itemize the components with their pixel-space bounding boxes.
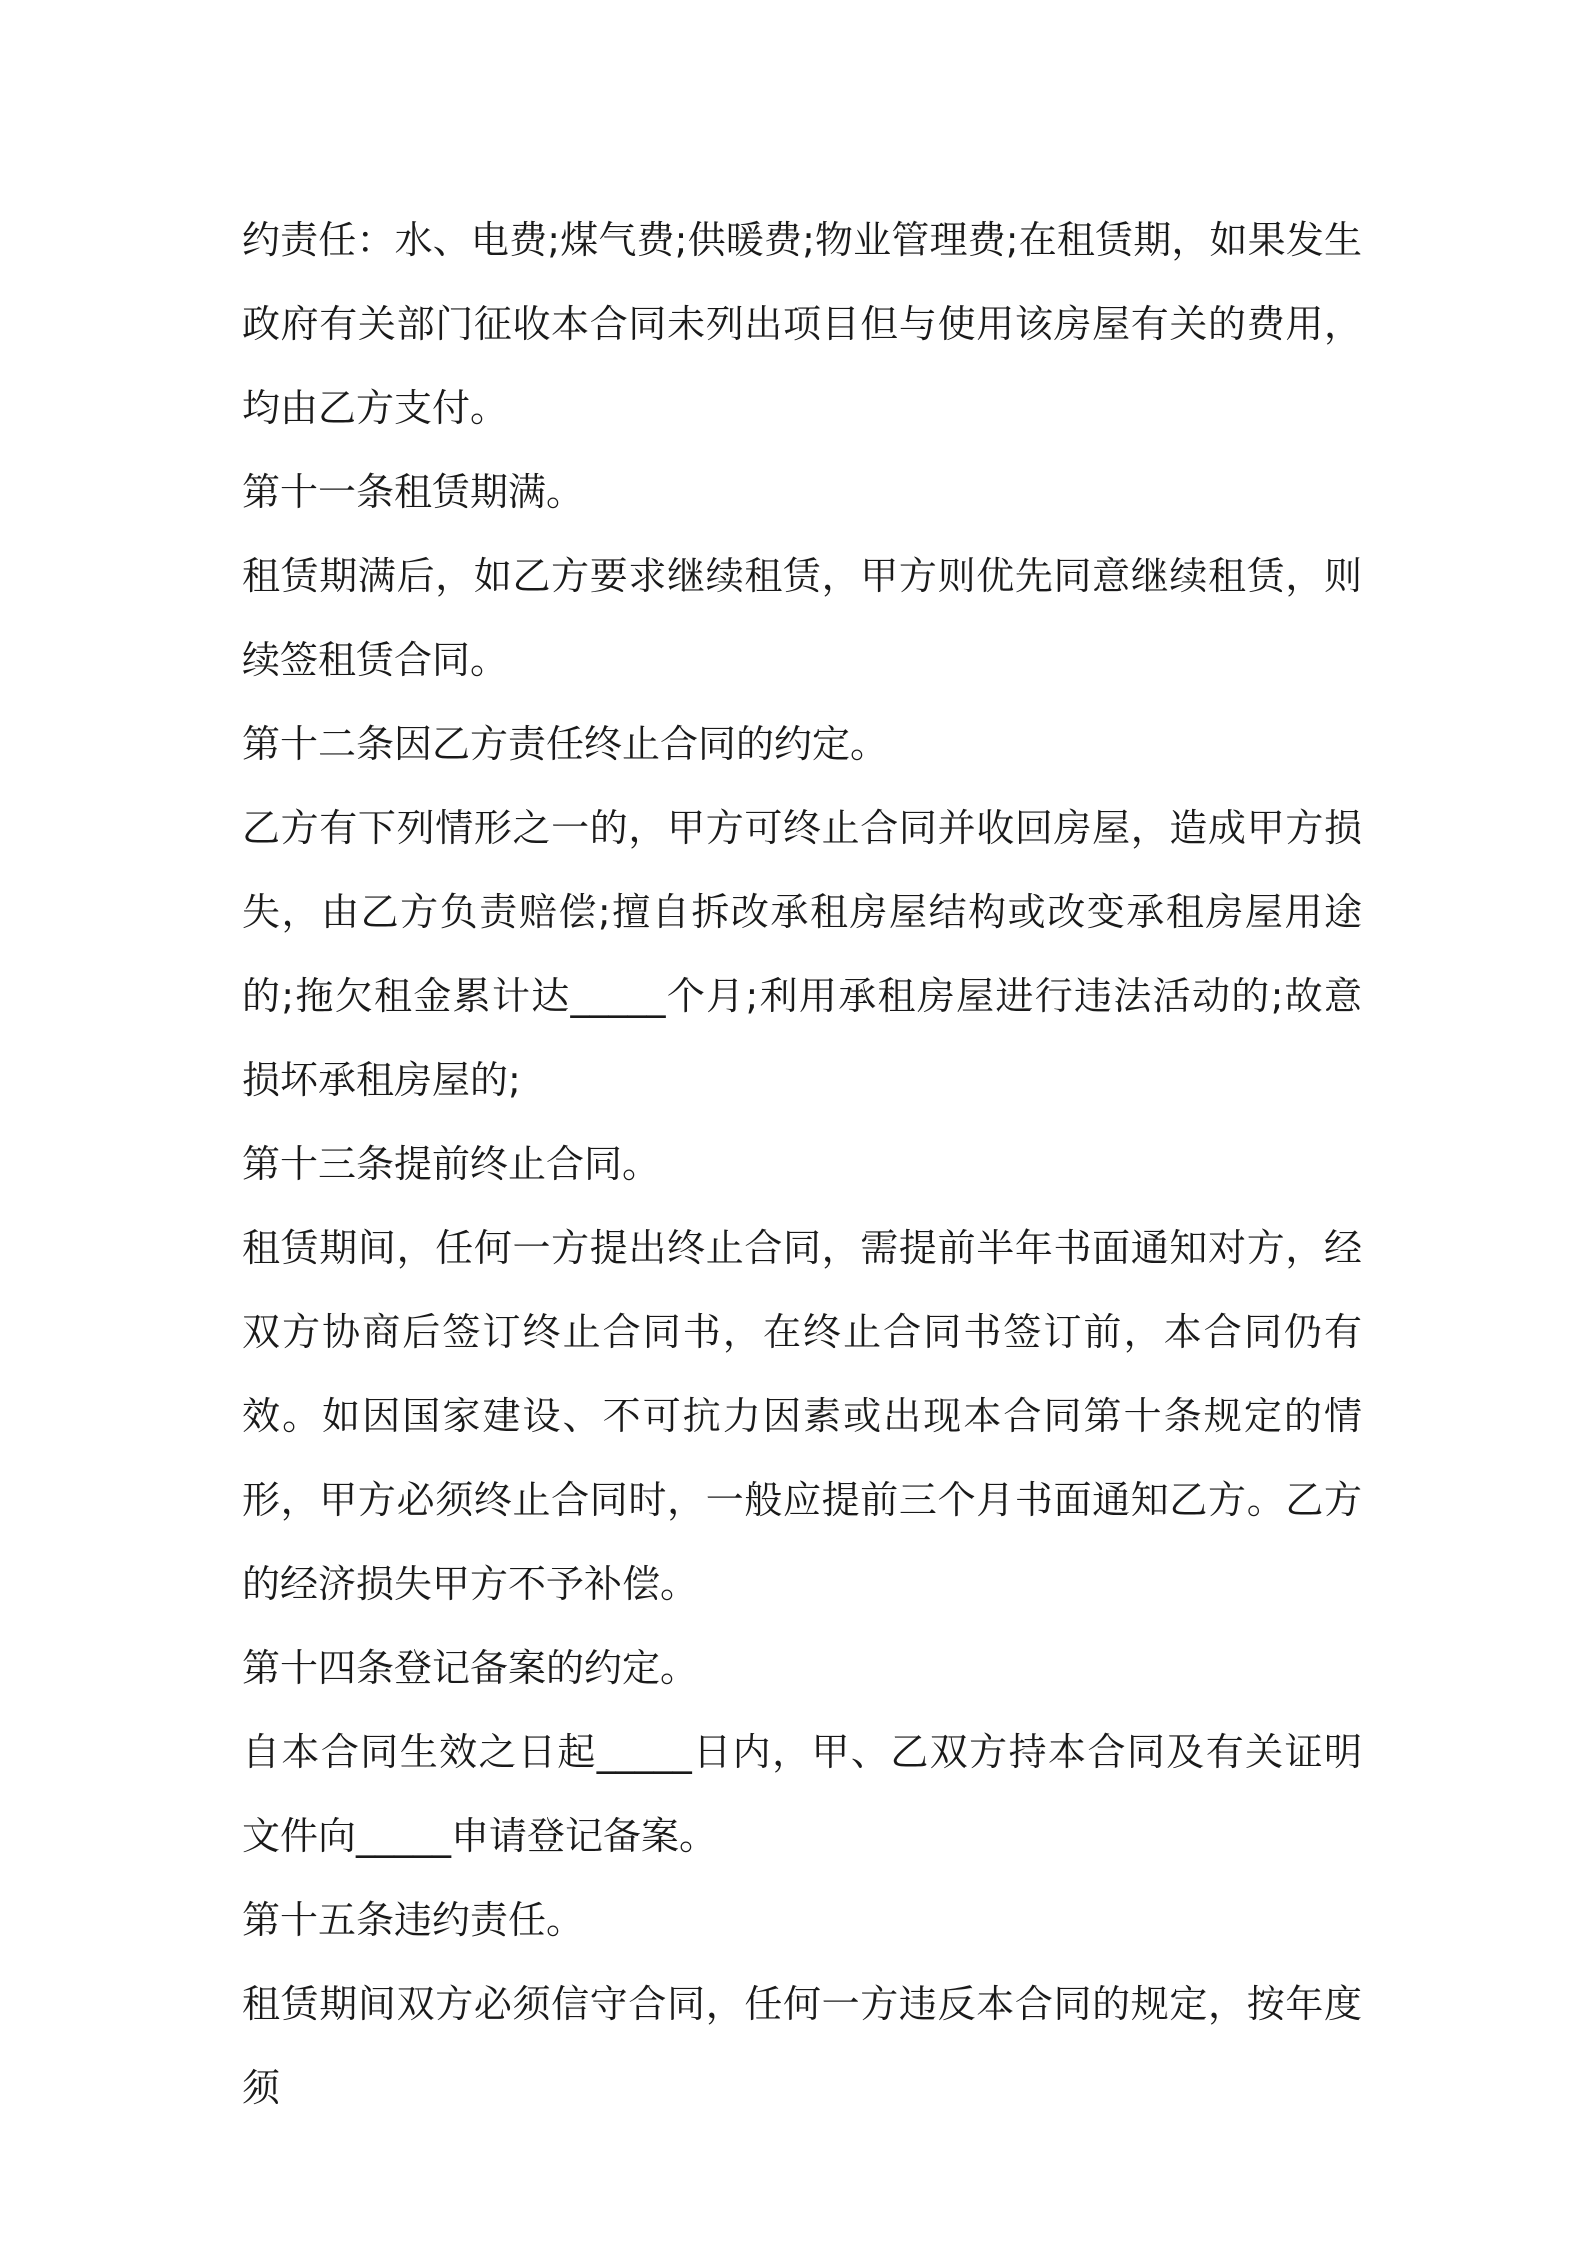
article-12-heading: 第十二条因乙方责任终止合同的约定。: [242, 722, 889, 766]
paragraph-termination-causes: 乙方有下列情形之一的，甲方可终止合同并收回房屋，造成甲方损失，由乙方负责赔偿;擅自拆改承租房屋结构或改变承租房屋用途的;拖欠租金累计达_____个月;利用承租房屋进行违法活动的;故意损坏承租房屋的;: [242, 806, 1362, 1102]
article-13-heading: 第十三条提前终止合同。: [242, 1142, 661, 1186]
paragraph-registration: 自本合同生效之日起_____日内，甲、乙双方持本合同及有关证明文件向_____申请登记备案。: [242, 1730, 1362, 1858]
paragraph-early-termination: 租赁期间，任何一方提出终止合同，需提前半年书面通知对方，经双方协商后签订终止合同书，在终止合同书签订前，本合同仍有效。如因国家建设、不可抗力因素或出现本合同第十条规定的情形，甲方必须终止合同时，一般应提前三个月书面通知乙方。乙方的经济损失甲方不予补偿。: [242, 1226, 1362, 1606]
article-11-heading: 第十一条租赁期满。: [242, 470, 585, 514]
article-14-heading: 第十四条登记备案的约定。: [242, 1646, 699, 1690]
document-body: [242, 198, 1362, 2130]
paragraph-fees: 约责任：水、电费;煤气费;供暖费;物业管理费;在租赁期，如果发生政府有关部门征收本合同未列出项目但与使用该房屋有关的费用，均由乙方支付。: [242, 218, 1362, 430]
article-15-heading: 第十五条违约责任。: [242, 1898, 585, 1942]
paragraph-lease-expiry: 租赁期满后，如乙方要求继续租赁，甲方则优先同意继续租赁，则续签租赁合同。: [242, 554, 1362, 682]
paragraph-liability: 租赁期间双方必须信守合同，任何一方违反本合同的规定，按年度须: [242, 1982, 1362, 2110]
